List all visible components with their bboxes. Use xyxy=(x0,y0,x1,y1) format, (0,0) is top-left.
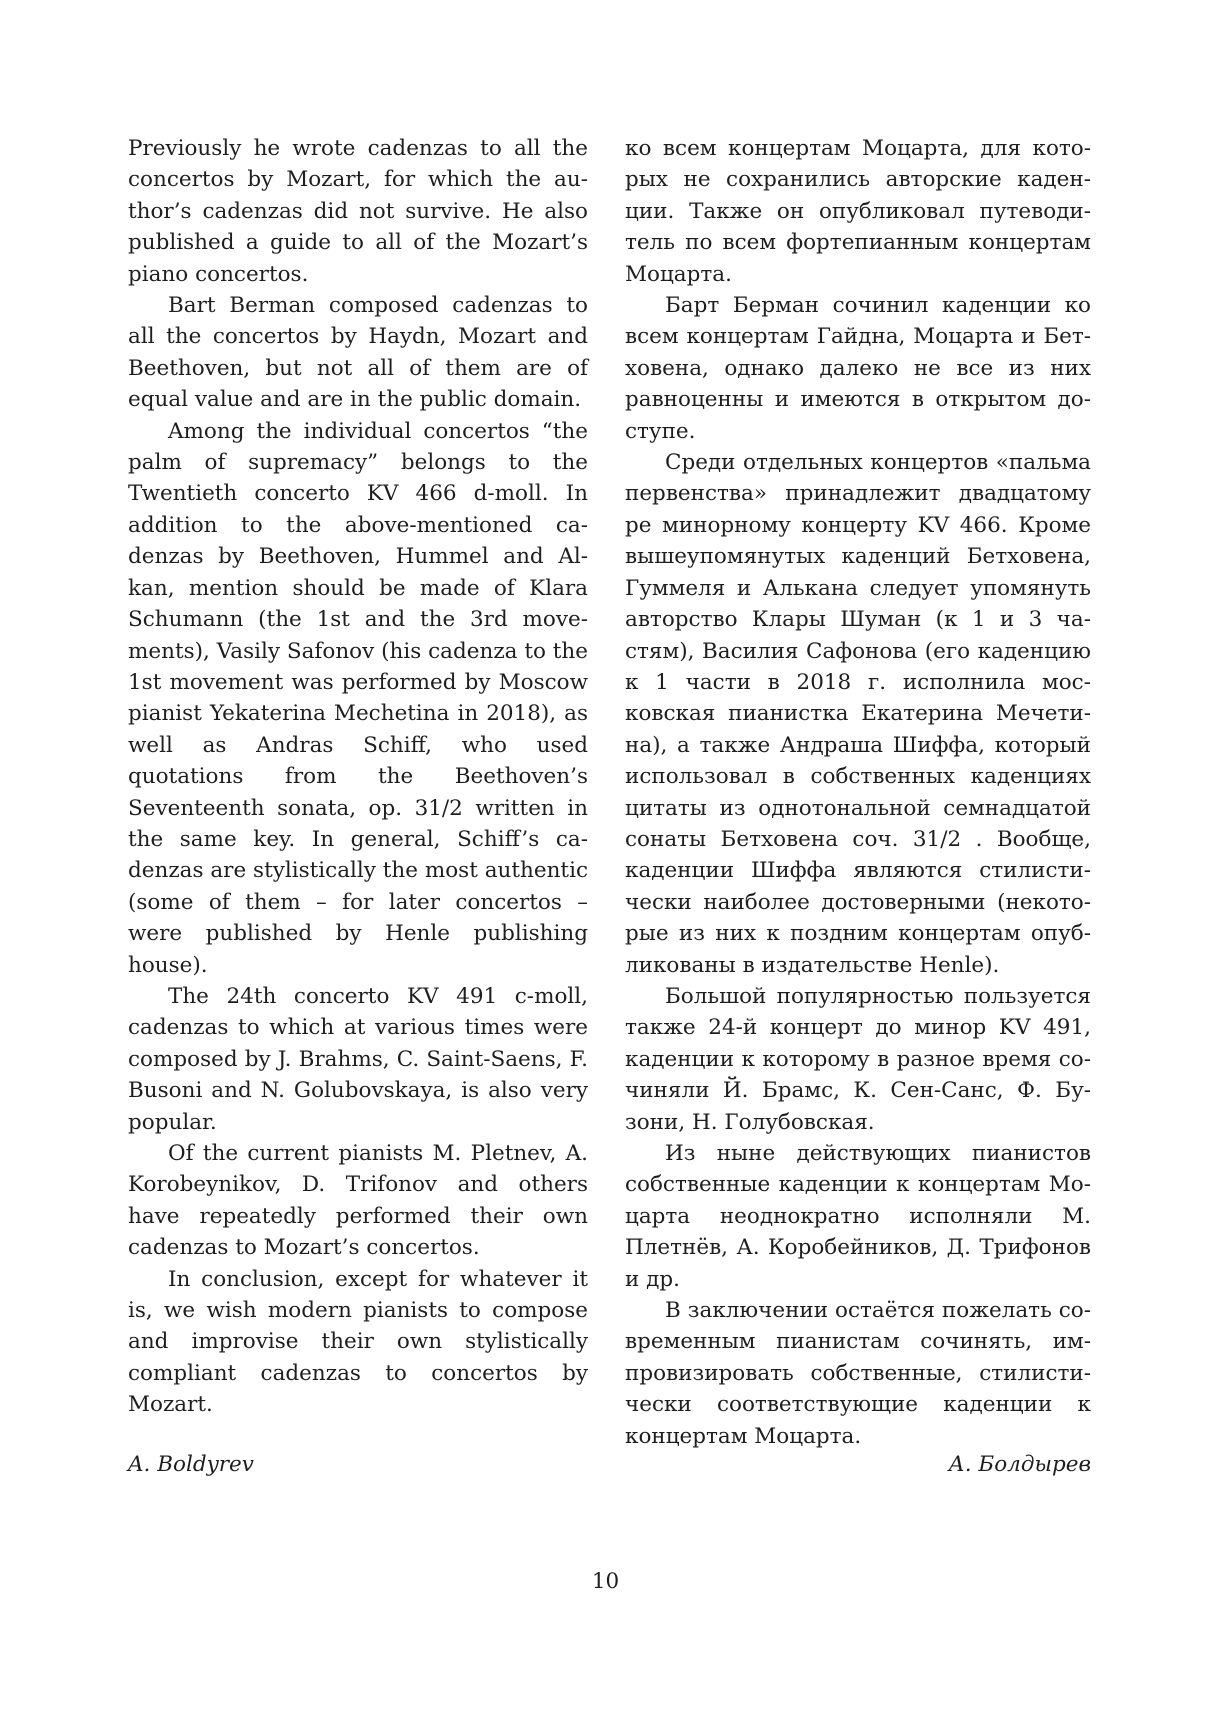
en-paragraph-1: Previously he wrote cadenzas to all the concertos by Mozart, for which the author’s cadenzas did not survive. He also published a guide to all of the Mozart’s piano concertos. xyxy=(128,136,588,287)
en-paragraph-6: In conclusion, except for whatever it is, we wish modern pianists to compose and improvise their own stylistically compliant cadenzas to concertos by Mozart. xyxy=(128,1266,588,1418)
en-paragraph-5: Of the current pianists M. Pletnev, A. Korobeynikov, D. Trifonov and others have repeatedly performed their own cadenzas to Mozart’s concertos. xyxy=(128,1141,588,1261)
ru-paragraph-6: В заключении остаётся пожелать современным пианистам сочинять, импровизировать собственные, стилистически соответствующие каденции к концертам Моцарта. xyxy=(625,1298,1091,1449)
ru-paragraph-1: ко всем концертам Моцарта, для которых не сохранились авторские каденции. Также он опубликовал путеводитель по всем фортепианным концертам Моцарта. xyxy=(625,136,1091,287)
ru-paragraph-5: Из ныне действующих пианистов собственные каденции к концертам Моцарта неоднократно исполняли М. Плетнёв, А. Коробейников, Д. Трифонов и др. xyxy=(625,1141,1091,1292)
english-signature: A. Boldyrev xyxy=(128,1452,254,1477)
page-number: 10 xyxy=(591,1569,620,1594)
en-paragraph-2: Bart Berman composed cadenzas to all the concertos by Haydn, Mozart and Beethoven, but not all of them are of equal value and are in the public domain. xyxy=(128,293,588,413)
ru-paragraph-2: Барт Берман сочинил каденции ко всем концертам Гайдна, Моцарта и Бетховена, однако далеко не все из них равноценны и имеются в открытом доступе. xyxy=(625,293,1091,444)
russian-signature: А. Болдырев xyxy=(948,1452,1091,1477)
ru-paragraph-4: Большой популярностью пользуется также 24-й концерт до минор KV 491, каденции к которому в разное время сочиняли Й. Брамс, К. Сен-Санс, Ф. Бузони, Н. Голубовская. xyxy=(625,983,1091,1135)
russian-column xyxy=(625,133,1091,1452)
english-column xyxy=(128,133,588,1421)
en-paragraph-4: The 24th concerto KV 491 c-moll, cadenzas to which at various times were composed by J. Brahms, C. Saint-Saens, F. Busoni and N. Golubovskaya, is also very popular. xyxy=(128,983,588,1135)
en-paragraph-3: Among the individual concertos “the palm of supremacy” belongs to the Twentieth concerto KV 466 d-moll. In addition to the above-mentioned cadenzas by Beethoven, Hummel and Alkan, mention should be made of Klara Schumann (the 1st and the 3rd movements), Vasily Safonov (his cadenza to the 1st movement was performed by Moscow pianist Yekaterina Mechetina in 2018), as well as Andras Schiff, who used quotations from the Beethoven’s Seventeenth sonata, op. 31/2 written in the same key. In general, Schiff’s cadenzas are stylistically the most authentic (some of them – for later concertos – were published by Henle publishing house). xyxy=(128,418,588,978)
ru-paragraph-3: Среди отдельных концертов «пальма первенства» принадлежит двадцатому ре минорному концерту KV 466. Кроме вышеупомянутых каденций Бетховена, Гуммеля и Алькана следует упомянуть авторство Клары Шуман (к 1 и 3 частям), Василия Сафонова (его каденцию к 1 части в 2018 г. исполнила московская пианистка Екатерина Мечетина), а также Андраша Шиффа, который использовал в собственных каденциях цитаты из однотональной семнадцатой сонаты Бетховена соч. 31/2 . Вообще, каденции Шиффа являются стилистически наиболее достоверными (некоторые из них к поздним концертам опубликованы в издательстве Henle). xyxy=(625,450,1091,978)
